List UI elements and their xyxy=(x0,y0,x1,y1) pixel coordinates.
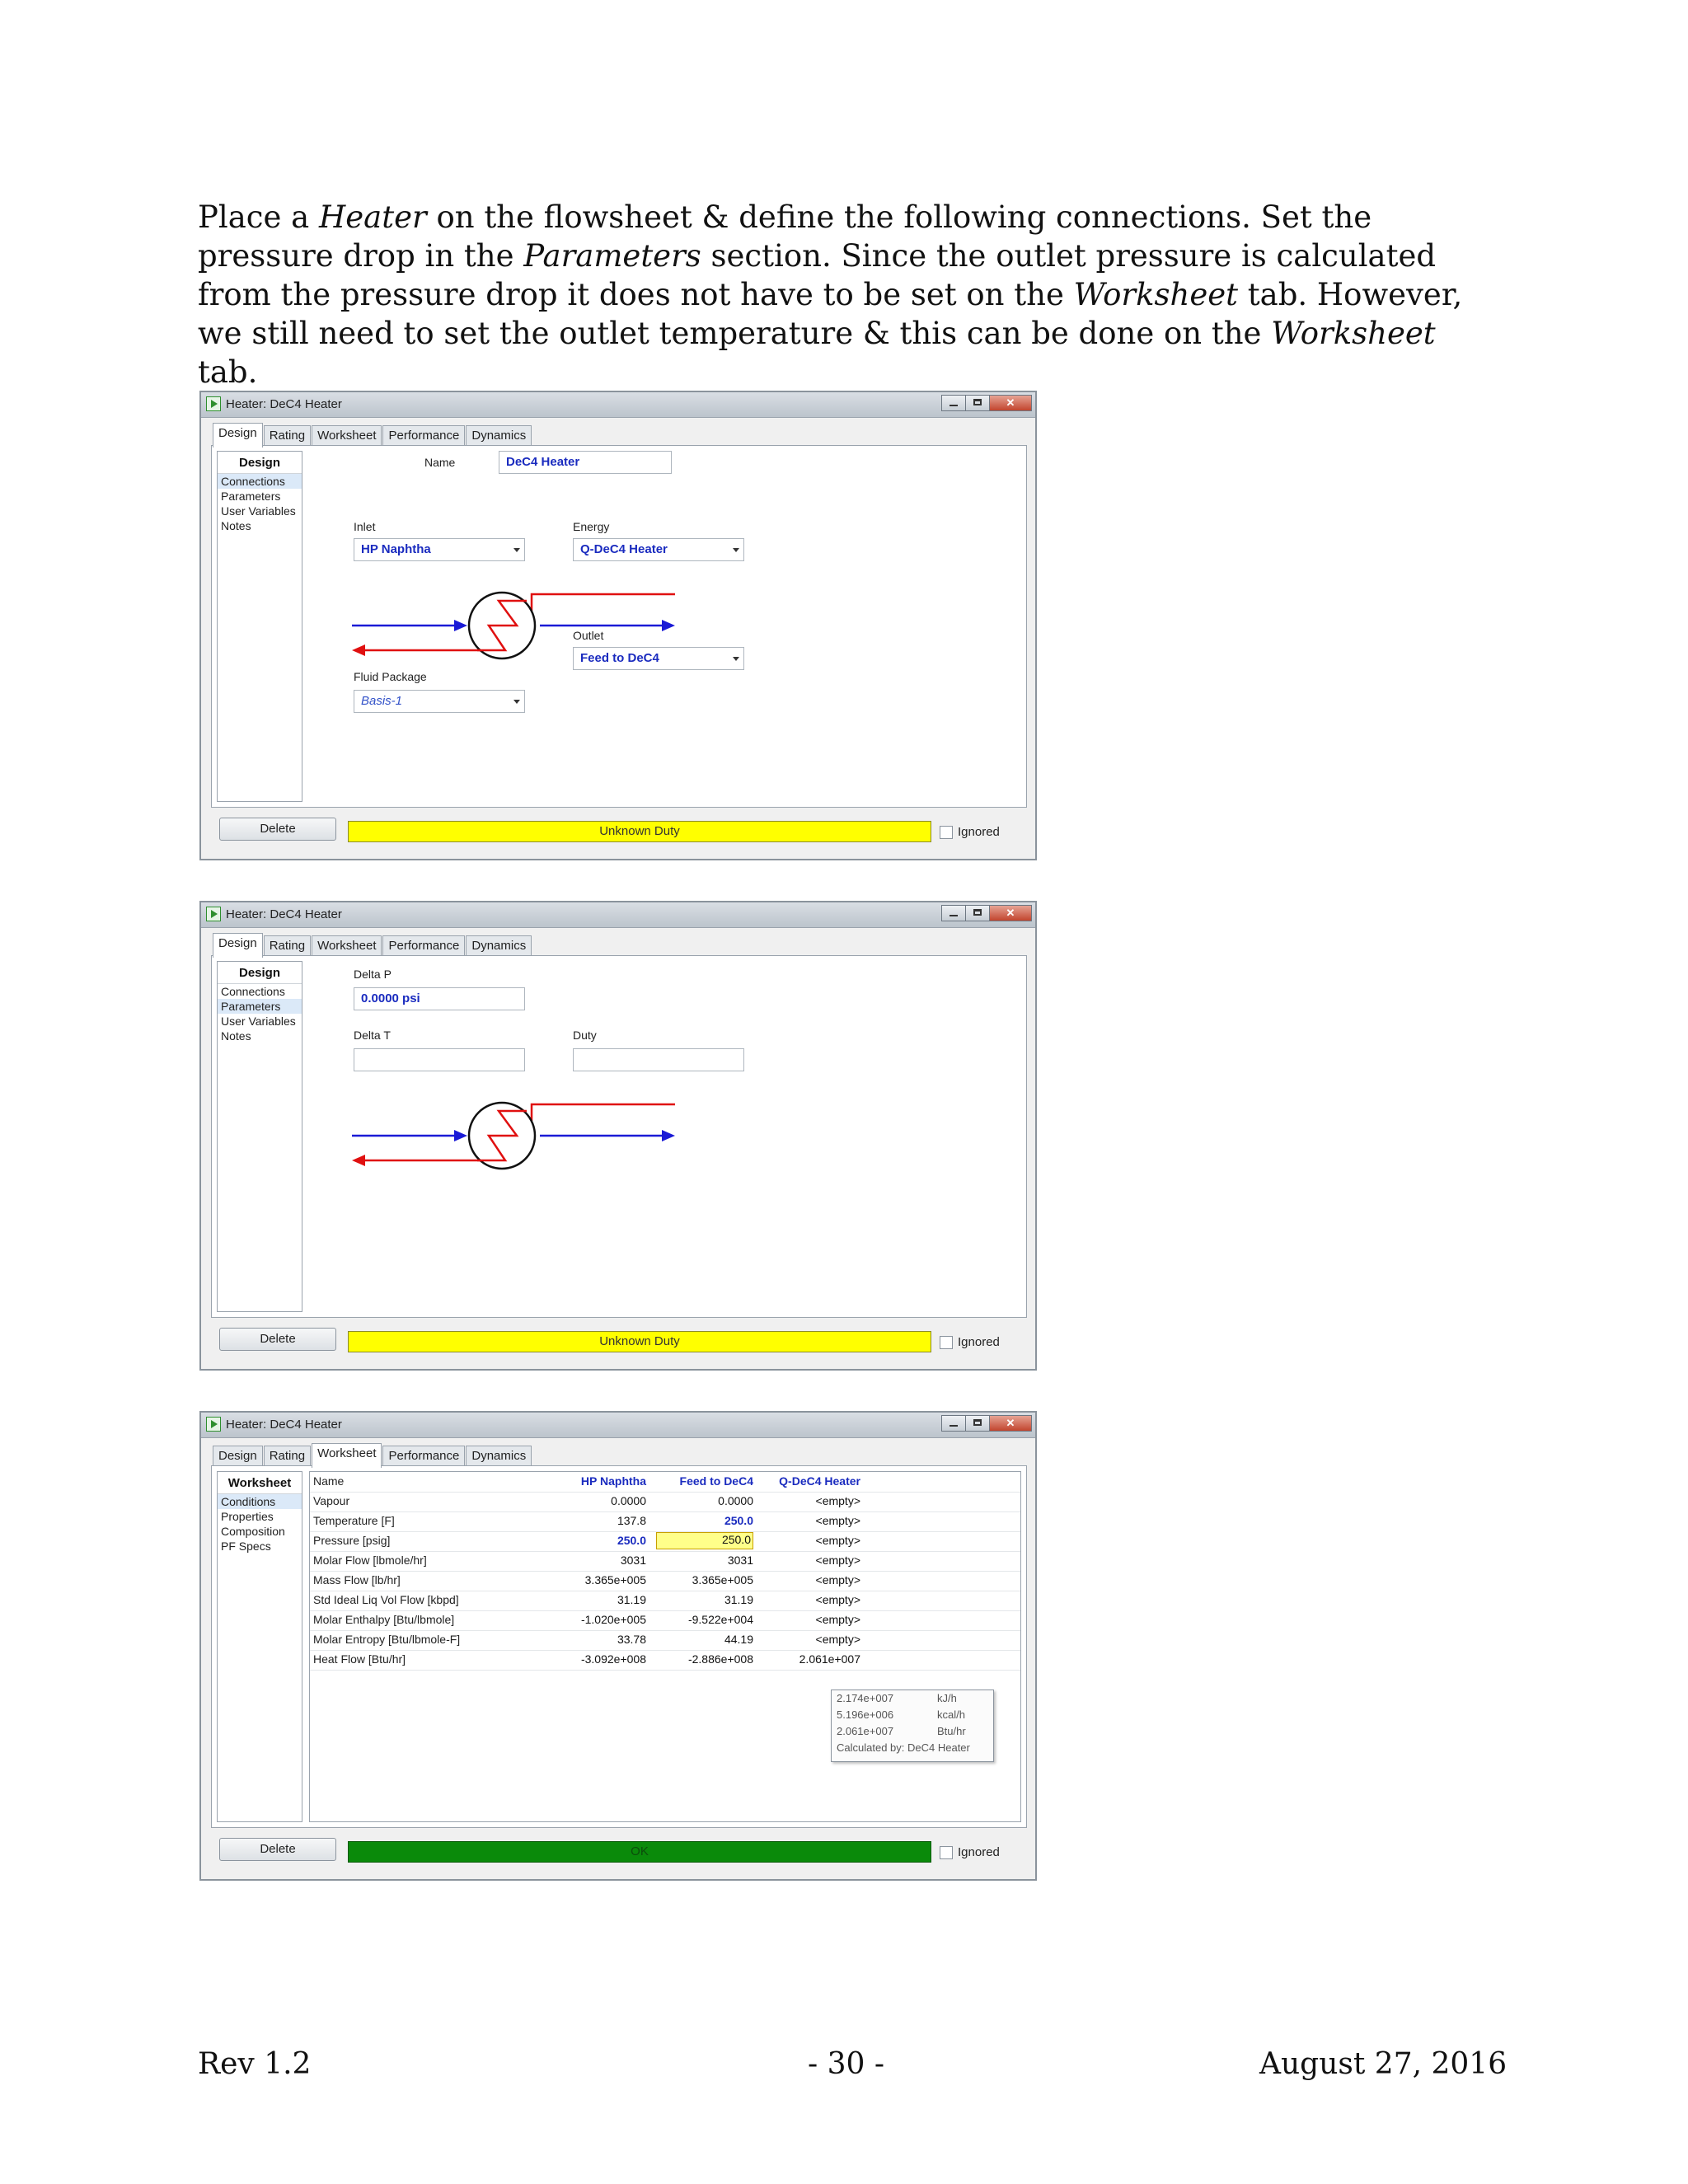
table-row xyxy=(310,1571,1020,1591)
intro-text: section. Since the outlet pressure is calculated from the pressure drop it does not have to be set on the xyxy=(198,238,1437,312)
minimize-button[interactable] xyxy=(941,1415,966,1432)
outlet-value: Feed to DeC4 xyxy=(580,651,659,665)
duty-label: Duty xyxy=(573,1029,597,1042)
heater-diagram xyxy=(352,1093,698,1175)
table-cell[interactable]: 44.19 xyxy=(724,1633,753,1646)
nav-item-user-variables[interactable]: User Variables xyxy=(221,1015,296,1028)
tooltip-value: 5.196e+006 xyxy=(837,1708,894,1721)
footer-date: August 27, 2016 xyxy=(1259,2047,1507,2081)
nav-item-notes[interactable]: Notes xyxy=(221,1029,251,1043)
nav-item-notes[interactable]: Notes xyxy=(221,519,251,532)
delete-button[interactable]: Delete xyxy=(219,1328,336,1351)
heater-dialog-worksheet xyxy=(199,1411,1037,1881)
row-label: Temperature [F] xyxy=(313,1514,395,1527)
tab-strip xyxy=(213,425,532,447)
inlet-label: Inlet xyxy=(354,520,376,533)
outlet-label: Outlet xyxy=(573,629,604,642)
table-row xyxy=(310,1531,1020,1552)
inlet-dropdown[interactable] xyxy=(354,538,525,561)
table-row xyxy=(310,1630,1020,1651)
intro-parameters: Parameters xyxy=(523,238,701,274)
design-nav xyxy=(217,961,302,1312)
table-cell[interactable]: <empty> xyxy=(815,1633,860,1646)
tooltip-unit: Btu/hr xyxy=(937,1725,966,1737)
window-title: Heater: DeC4 Heater xyxy=(226,397,342,411)
title-bar[interactable] xyxy=(201,902,1035,928)
tooltip-calculated-by: Calculated by: DeC4 Heater xyxy=(837,1741,970,1754)
table-cell[interactable]: -1.020e+005 xyxy=(580,1613,646,1626)
table-cell[interactable]: 0.0000 xyxy=(611,1494,646,1507)
column-header[interactable]: Feed to DeC4 xyxy=(679,1474,753,1488)
heat-flow-tooltip xyxy=(831,1690,994,1762)
close-button[interactable]: ✕ xyxy=(989,395,1032,411)
tab-design[interactable]: Design xyxy=(213,933,263,958)
tab-rating[interactable]: Rating xyxy=(264,935,311,957)
table-row xyxy=(310,1492,1020,1512)
tab-performance[interactable]: Performance xyxy=(382,1446,465,1467)
nav-item-composition[interactable]: Composition xyxy=(221,1525,285,1538)
app-icon xyxy=(206,907,221,921)
tooltip-value: 2.174e+007 xyxy=(837,1692,894,1704)
nav-item-conditions[interactable]: Conditions xyxy=(218,1494,302,1509)
table-cell[interactable]: 3031 xyxy=(727,1554,753,1567)
table-cell[interactable]: <empty> xyxy=(815,1494,860,1507)
title-bar[interactable] xyxy=(201,1413,1035,1438)
maximize-button[interactable] xyxy=(965,395,990,411)
fluid-package-value: Basis-1 xyxy=(361,694,403,708)
close-button[interactable]: ✕ xyxy=(989,905,1032,921)
table-cell[interactable]: 31.19 xyxy=(617,1593,646,1606)
nav-heading: Design xyxy=(218,962,302,984)
app-icon xyxy=(206,1417,221,1432)
nav-heading: Worksheet xyxy=(218,1472,302,1494)
delta-p-field[interactable]: 0.0000 psi xyxy=(354,987,525,1010)
bottom-bar xyxy=(201,1831,1035,1876)
table-cell[interactable]: <empty> xyxy=(815,1514,860,1527)
tab-worksheet[interactable]: Worksheet xyxy=(312,1443,382,1468)
bottom-bar xyxy=(201,811,1035,855)
intro-text: Place a xyxy=(198,199,319,235)
table-cell[interactable]: 33.78 xyxy=(617,1633,646,1646)
tab-rating[interactable]: Rating xyxy=(264,1446,311,1467)
nav-item-parameters[interactable]: Parameters xyxy=(218,999,302,1014)
nav-item-properties[interactable]: Properties xyxy=(221,1510,274,1523)
row-label: Molar Entropy [Btu/lbmole-F] xyxy=(313,1633,461,1646)
tab-design[interactable]: Design xyxy=(213,1446,263,1467)
inlet-value: HP Naphtha xyxy=(361,542,431,556)
table-cell[interactable]: -3.092e+008 xyxy=(580,1652,646,1666)
heater-dialog-parameters xyxy=(199,901,1037,1371)
window-title: Heater: DeC4 Heater xyxy=(226,907,342,921)
table-row xyxy=(310,1591,1020,1611)
design-nav xyxy=(217,451,302,802)
delta-t-field[interactable] xyxy=(354,1048,525,1071)
tab-worksheet[interactable]: Worksheet xyxy=(312,935,382,957)
maximize-button[interactable] xyxy=(965,905,990,921)
delete-button[interactable]: Delete xyxy=(219,1838,336,1861)
intro-worksheet: Worksheet xyxy=(1271,316,1436,351)
tab-worksheet[interactable]: Worksheet xyxy=(312,425,382,447)
footer-page-number: - 30 - xyxy=(808,2047,885,2081)
row-label: Vapour xyxy=(313,1494,350,1507)
chevron-down-icon xyxy=(733,657,739,661)
delta-p-label: Delta P xyxy=(354,968,392,981)
app-icon xyxy=(206,396,221,411)
intro-text: tab. However, we still need to set the outlet temperature & this can be done on the xyxy=(198,277,1463,351)
nav-item-parameters[interactable]: Parameters xyxy=(221,490,281,503)
worksheet-nav xyxy=(217,1471,302,1822)
intro-heater: Heater xyxy=(319,199,427,235)
table-cell[interactable]: 250.0 xyxy=(617,1534,646,1547)
fluid-package-label: Fluid Package xyxy=(354,670,427,683)
chevron-down-icon xyxy=(733,548,739,552)
table-row xyxy=(310,1610,1020,1631)
table-row xyxy=(310,1650,1020,1671)
row-label: Mass Flow [lb/hr] xyxy=(313,1573,401,1586)
name-label: Name xyxy=(424,456,456,469)
delete-button[interactable]: Delete xyxy=(219,818,336,841)
table-cell[interactable]: 0.0000 xyxy=(718,1494,753,1507)
intro-worksheet: Worksheet xyxy=(1073,277,1239,312)
column-header[interactable]: HP Naphtha xyxy=(580,1474,646,1488)
outlet-dropdown[interactable] xyxy=(573,647,744,670)
table-row xyxy=(310,1551,1020,1572)
column-header[interactable]: Q-DeC4 Heater xyxy=(779,1474,860,1488)
name-field[interactable]: DeC4 Heater xyxy=(499,451,672,474)
tab-dynamics[interactable]: Dynamics xyxy=(466,1446,532,1467)
minimize-button[interactable] xyxy=(941,905,966,921)
table-cell[interactable]: <empty> xyxy=(815,1593,860,1606)
window-title: Heater: DeC4 Heater xyxy=(226,1418,342,1432)
row-label: Std Ideal Liq Vol Flow [kbpd] xyxy=(313,1593,459,1606)
energy-label: Energy xyxy=(573,520,610,533)
nav-item-connections[interactable]: Connections xyxy=(218,474,302,489)
energy-value: Q-DeC4 Heater xyxy=(580,542,668,556)
tab-strip xyxy=(213,1446,532,1467)
minimize-button[interactable] xyxy=(941,395,966,411)
table-cell[interactable]: <empty> xyxy=(815,1573,860,1586)
tab-strip xyxy=(213,935,532,957)
tooltip-unit: kJ/h xyxy=(937,1692,957,1704)
row-label: Pressure [psig] xyxy=(313,1534,391,1547)
close-button[interactable]: ✕ xyxy=(989,1415,1032,1432)
conditions-table xyxy=(309,1471,1021,1822)
nav-item-pf-specs[interactable]: PF Specs xyxy=(221,1540,271,1553)
ignored-label: Ignored xyxy=(958,1845,1000,1859)
delta-t-label: Delta T xyxy=(354,1029,391,1042)
title-bar[interactable] xyxy=(201,392,1035,418)
tooltip-unit: kcal/h xyxy=(937,1708,965,1721)
table-cell[interactable]: 250.0 xyxy=(724,1514,753,1527)
status-bar: Unknown Duty xyxy=(348,1331,931,1352)
status-bar: OK xyxy=(348,1841,931,1863)
ignored-label: Ignored xyxy=(958,1335,1000,1349)
table-cell[interactable]: 3.365e+005 xyxy=(584,1573,646,1586)
intro-text: tab. xyxy=(198,354,258,390)
tab-dynamics[interactable]: Dynamics xyxy=(466,425,532,447)
heater-dialog-connections xyxy=(199,391,1037,860)
design-panel xyxy=(211,955,1027,1318)
footer-revision: Rev 1.2 xyxy=(198,2047,312,2081)
nav-item-connections[interactable]: Connections xyxy=(221,985,285,998)
design-panel xyxy=(211,445,1027,808)
chevron-down-icon xyxy=(513,700,520,704)
ignored-checkbox[interactable] xyxy=(940,826,953,839)
table-cell[interactable]: 3.365e+005 xyxy=(692,1573,753,1586)
tooltip-value: 2.061e+007 xyxy=(837,1725,894,1737)
column-header: Name xyxy=(313,1474,345,1488)
table-cell[interactable]: 31.19 xyxy=(724,1593,753,1606)
ignored-label: Ignored xyxy=(958,825,1000,839)
worksheet-panel xyxy=(211,1465,1027,1828)
nav-item-user-variables[interactable]: User Variables xyxy=(221,504,296,518)
table-cell[interactable]: <empty> xyxy=(815,1554,860,1567)
table-cell-selected[interactable]: 250.0 xyxy=(656,1532,753,1549)
table-cell[interactable]: 2.061e+007 xyxy=(799,1652,860,1666)
table-cell[interactable]: <empty> xyxy=(815,1534,860,1547)
table-header xyxy=(310,1472,1020,1493)
duty-field[interactable] xyxy=(573,1048,744,1071)
tab-performance[interactable]: Performance xyxy=(382,425,465,447)
tab-dynamics[interactable]: Dynamics xyxy=(466,935,532,957)
maximize-button[interactable] xyxy=(965,1415,990,1432)
nav-heading: Design xyxy=(218,452,302,474)
intro-paragraph xyxy=(198,198,1484,391)
tab-performance[interactable]: Performance xyxy=(382,935,465,957)
table-cell[interactable]: -2.886e+008 xyxy=(687,1652,753,1666)
ignored-checkbox[interactable] xyxy=(940,1336,953,1349)
chevron-down-icon xyxy=(513,548,520,552)
table-cell[interactable]: <empty> xyxy=(815,1613,860,1626)
table-row xyxy=(310,1511,1020,1532)
bottom-bar xyxy=(201,1321,1035,1366)
status-bar: Unknown Duty xyxy=(348,821,931,842)
intro-text: on the flowsheet & define the following connections. Set the pressure drop in the xyxy=(198,199,1372,274)
fluid-package-dropdown[interactable] xyxy=(354,690,525,713)
tab-design[interactable]: Design xyxy=(213,423,263,448)
table-cell[interactable]: 3031 xyxy=(620,1554,646,1567)
table-cell[interactable]: -9.522e+004 xyxy=(687,1613,753,1626)
row-label: Heat Flow [Btu/hr] xyxy=(313,1652,406,1666)
row-label: Molar Flow [lbmole/hr] xyxy=(313,1554,427,1567)
energy-dropdown[interactable] xyxy=(573,538,744,561)
tab-rating[interactable]: Rating xyxy=(264,425,311,447)
ignored-checkbox[interactable] xyxy=(940,1846,953,1859)
table-cell[interactable]: 137.8 xyxy=(617,1514,646,1527)
row-label: Molar Enthalpy [Btu/lbmole] xyxy=(313,1613,455,1626)
